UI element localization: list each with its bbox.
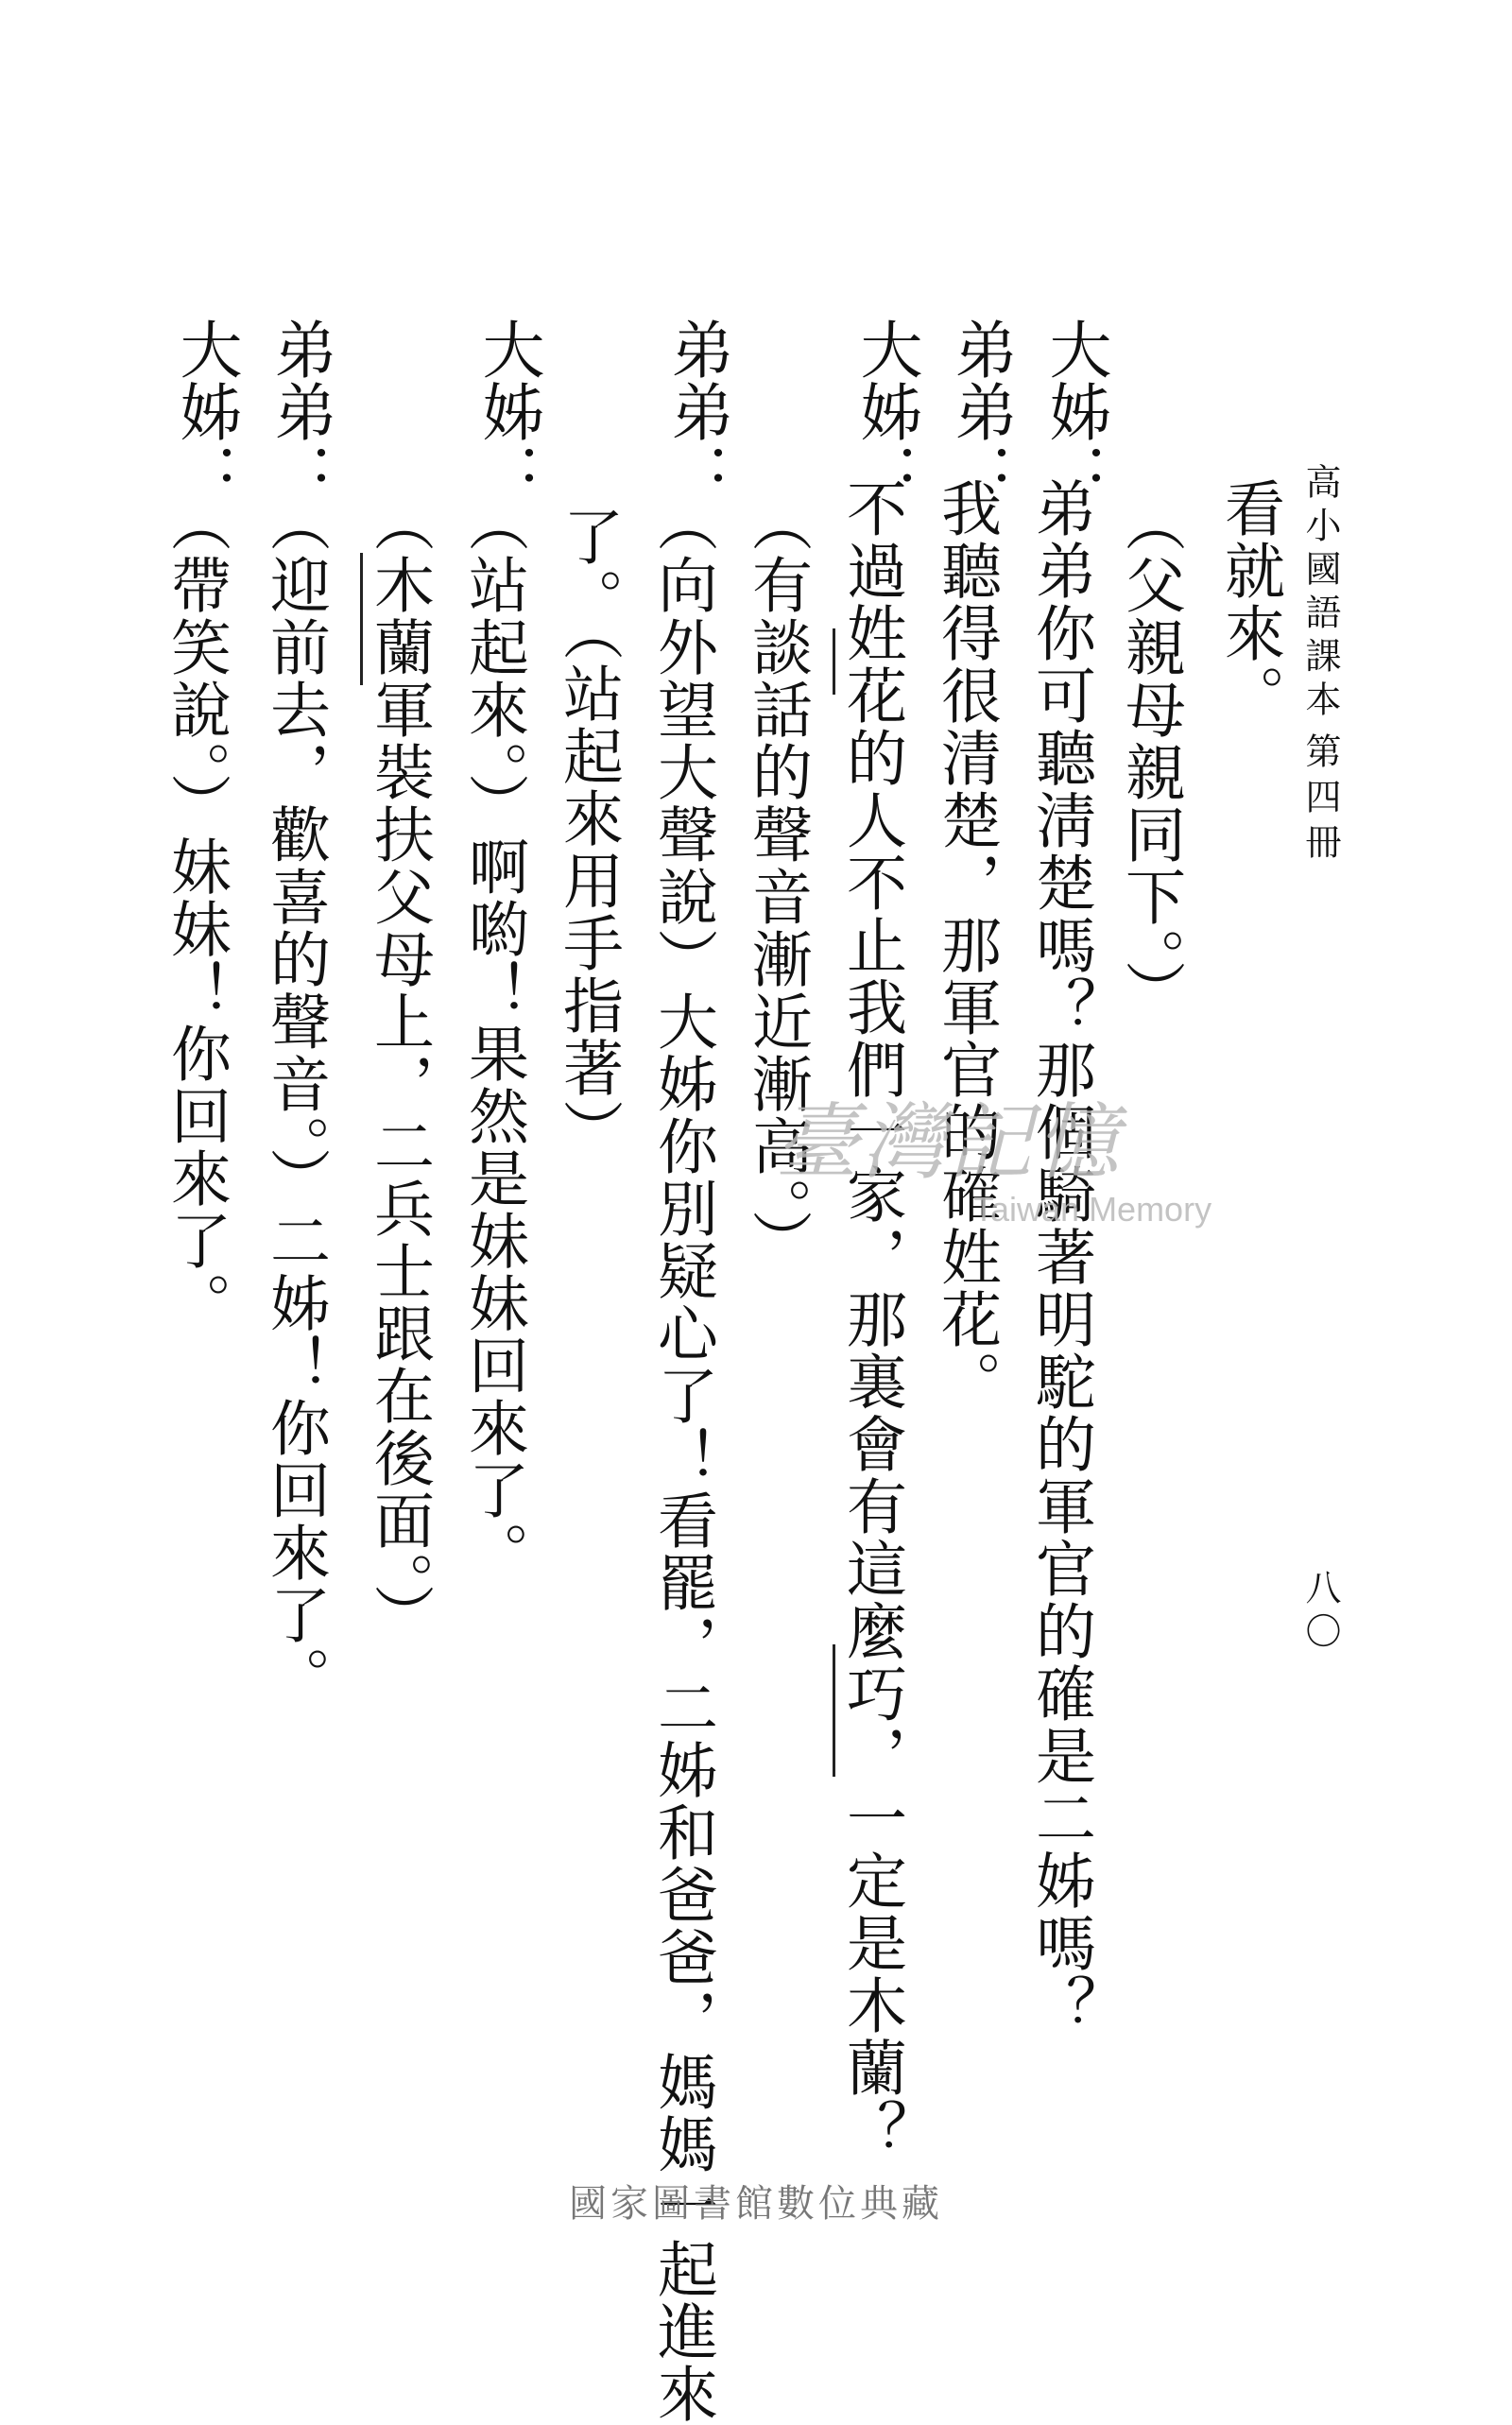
page-number: 八〇 (1299, 1569, 1341, 1656)
speaker-label: 大姊： (169, 318, 242, 505)
stage-direction: （父親母親同下。） (1115, 491, 1185, 1023)
proper-noun-rule (833, 628, 835, 695)
dialogue-line: （帶笑說。）妹妹！你回來了。 (161, 491, 231, 1334)
dialogue-line: （向外望大聲說）大姊你別疑心了！看罷，二姊和爸爸，媽媽一起進來 (647, 491, 717, 2425)
stage-direction: （木蘭軍裝扶父母上，二兵士跟在後面。） (364, 491, 434, 1646)
dialogue-line: 我聽得很清楚，那軍官的確姓花。 (931, 477, 1001, 1413)
speaker-label: 大姊： (472, 318, 544, 505)
proper-noun-rule (360, 553, 363, 685)
running-header-title: 高小國語課本 (1299, 463, 1341, 724)
dialogue-line: 了。（站起來用手指著） (553, 506, 623, 1161)
watermark-en: Taiwan Memory (973, 1190, 1212, 1229)
speaker-label: 大姊： (1039, 318, 1111, 505)
speaker-label: 大姊： (850, 318, 922, 505)
library-collection-stamp: 國家圖書館數位典藏 (569, 2182, 943, 2226)
proper-noun-rule (833, 1644, 835, 1777)
text-column: 看就來。 (1214, 477, 1284, 727)
speaker-label: 弟弟： (661, 318, 733, 505)
dialogue-line: （迎前去，歡喜的聲音。）二姊！你回來了。 (260, 491, 330, 1709)
dialogue-line: 弟弟你可聽淸楚嗎？那個騎著明駝的軍官的確是二姊嗎？ (1025, 477, 1095, 2037)
stage-direction: （有談話的聲音漸近漸高。） (742, 491, 812, 1272)
speaker-label: 弟弟： (944, 318, 1017, 505)
running-header-volume: 第四冊 (1299, 732, 1341, 869)
watermark-cn: 臺灣記憶 (775, 1093, 1124, 1191)
speaker-label: 弟弟： (264, 318, 336, 505)
dialogue-line: 不過姓花的人不止我們一家，那裏會有這麼巧，一定是木蘭？ (836, 477, 906, 2161)
dialogue-line: （站起來。）啊喲！果然是妹妹回來了。 (458, 491, 528, 1584)
